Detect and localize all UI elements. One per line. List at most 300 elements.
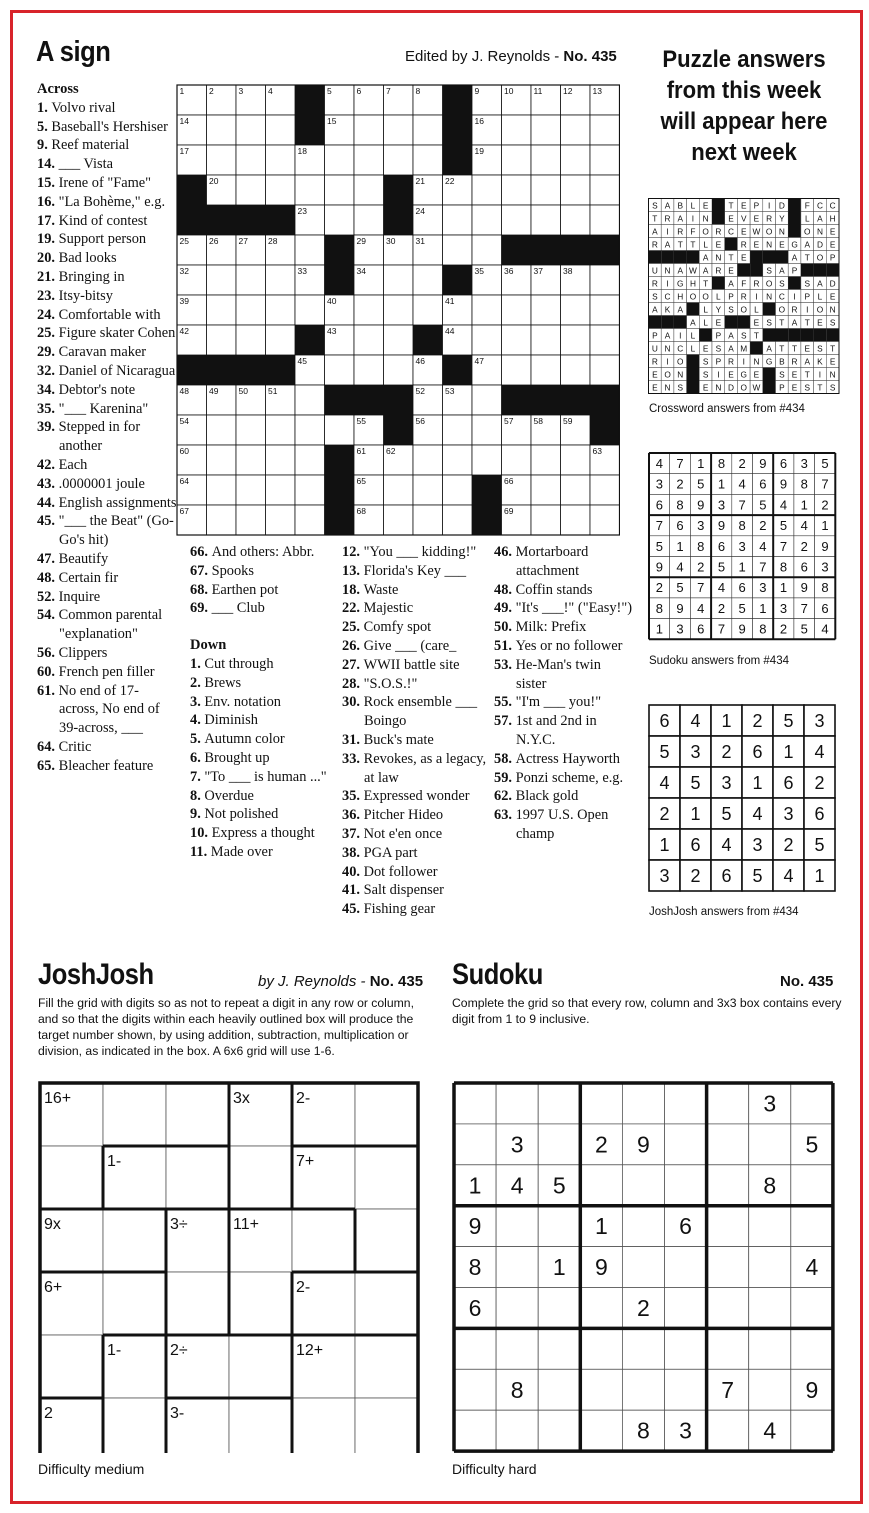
clue	[190, 674, 340, 693]
answer-letter: P	[804, 291, 811, 302]
answer-digit: 7	[821, 476, 829, 492]
answer-digit: 7	[655, 518, 663, 534]
answer-letter: S	[652, 291, 658, 302]
answer-black-square	[712, 277, 725, 290]
cell-number: 40	[327, 296, 337, 306]
joshjosh-cell	[355, 1083, 418, 1146]
black-square	[561, 235, 591, 265]
black-square	[177, 355, 207, 385]
sudoku-cell	[665, 1083, 707, 1124]
answer-black-square	[763, 368, 776, 381]
cage-label: 2-	[296, 1279, 311, 1296]
answer-letter: A	[677, 213, 684, 224]
joshjosh-difficulty: Difficulty medium	[38, 1461, 145, 1477]
answer-letter: A	[728, 278, 734, 289]
answer-letter: R	[740, 291, 747, 302]
cell-number: 42	[179, 326, 189, 336]
answer-digit: 5	[659, 742, 670, 762]
crossword-cell	[354, 115, 384, 145]
answer-letter: L	[703, 304, 708, 315]
clue	[37, 193, 177, 212]
cage-label: 11+	[233, 1216, 259, 1233]
joshjosh-cell	[355, 1146, 418, 1209]
answer-black-square	[788, 212, 801, 225]
clue-text: 1997 U.S. Open champ	[515, 807, 609, 842]
cell-number: 6	[356, 86, 362, 96]
clue	[37, 738, 177, 757]
clue	[37, 118, 177, 137]
clue-text: "It's ___!" ("Easy!")	[515, 600, 632, 617]
crossword-cell	[472, 415, 502, 445]
answer-digit: 5	[783, 711, 794, 731]
answer-letter: S	[652, 200, 658, 211]
answer-digit: 1	[676, 538, 684, 554]
answer-black-square	[776, 329, 789, 342]
crossword-cell	[354, 145, 384, 175]
answer-digit: 4	[783, 866, 794, 886]
joshjosh-grid[interactable]	[38, 1081, 426, 1453]
crossword-cell	[443, 415, 473, 445]
clue-text: Made over	[210, 843, 273, 860]
cell-number: 67	[179, 506, 189, 516]
clue	[342, 562, 492, 581]
answer-letter: E	[817, 317, 823, 328]
clue-text: Baseball's Hershiser	[51, 118, 168, 135]
crossword-cell	[236, 115, 266, 145]
clue-number: 33.	[342, 750, 364, 767]
crossword-cell	[266, 445, 296, 475]
answer-digit: 1	[821, 518, 829, 534]
answer-letter: E	[728, 213, 734, 224]
crossword-cell	[295, 385, 325, 415]
black-square	[236, 355, 266, 385]
cell-number: 22	[445, 176, 455, 186]
sudoku-cell	[665, 1369, 707, 1410]
answer-digit: 8	[676, 497, 684, 513]
cell-number: 38	[563, 266, 573, 276]
clue	[37, 757, 177, 776]
clue-number: 56.	[37, 644, 59, 661]
answer-letter: P	[715, 330, 722, 341]
answer-letter: W	[752, 226, 761, 237]
answer-digit: 6	[752, 742, 763, 762]
crossword-cell	[236, 415, 266, 445]
sudoku-given: 6	[468, 1294, 482, 1321]
clue-number: 60.	[37, 663, 59, 680]
clue-number: 17.	[37, 212, 59, 229]
clue-number: 68.	[190, 581, 212, 598]
clue-number: 61.	[37, 682, 59, 699]
cell-number: 15	[327, 116, 337, 126]
clue-number: 15.	[37, 174, 59, 191]
clue-text: Fishing gear	[363, 901, 436, 918]
clue	[37, 569, 177, 588]
sudoku-cell	[707, 1206, 749, 1247]
black-square	[236, 205, 266, 235]
crossword-cell	[413, 265, 443, 295]
answer-letter: D	[829, 278, 836, 289]
clue-number: 24.	[37, 306, 59, 323]
sudoku-cell	[622, 1247, 664, 1288]
joshjosh-answers-grid	[648, 704, 838, 899]
clue-text: PGA part	[363, 844, 418, 861]
answer-letter: Y	[779, 213, 785, 224]
answer-digit: 9	[779, 476, 788, 492]
answer-digit: 1	[717, 476, 726, 492]
cell-number: 21	[415, 176, 425, 186]
crossword-cell	[502, 205, 532, 235]
cell-number: 48	[179, 386, 189, 396]
answer-letter: I	[717, 369, 720, 380]
answer-letter: O	[677, 356, 684, 367]
answer-black-square	[687, 303, 700, 316]
crossword-cell	[325, 175, 355, 205]
answer-digit: 2	[717, 600, 726, 616]
clue-number: 38.	[342, 844, 364, 861]
answer-letter: W	[689, 265, 697, 276]
crossword-cell	[531, 475, 561, 505]
answer-letter: A	[677, 304, 684, 315]
clue-number: 7.	[190, 768, 205, 785]
crossword-cell	[443, 475, 473, 505]
crossword-cell	[443, 445, 473, 475]
answer-letter: E	[829, 226, 836, 237]
cell-number: 2	[209, 86, 214, 96]
answer-letter: A	[664, 239, 671, 250]
cage-label: 3÷	[170, 1216, 188, 1233]
clue-text: ___ Club	[211, 600, 265, 617]
clue-text: "You ___ kidding!"	[363, 544, 477, 560]
clue-number: 43.	[37, 475, 59, 492]
cell-number: 52	[415, 386, 425, 396]
clue	[37, 362, 177, 381]
joshjosh-cell	[292, 1398, 355, 1453]
answer-letter: S	[715, 343, 722, 354]
clue-text: Earthen pot	[211, 581, 279, 598]
clue-text: English assignments	[58, 494, 177, 511]
answer-letter: C	[778, 291, 785, 302]
sudoku-cell	[496, 1328, 538, 1369]
answer-letter: N	[664, 265, 671, 276]
cell-number: 3	[238, 86, 244, 96]
sudoku-cell	[622, 1083, 664, 1124]
clue	[494, 712, 634, 750]
answer-letter: A	[791, 317, 798, 328]
crossword-cell	[413, 475, 443, 505]
clue-number: 35.	[342, 788, 364, 805]
clue-number: 44.	[37, 494, 59, 511]
answer-letter: E	[740, 226, 747, 237]
clue	[190, 599, 340, 618]
clue	[494, 618, 634, 637]
cell-number: 9	[474, 86, 480, 96]
answer-black-square	[661, 251, 674, 264]
answer-letter: T	[728, 200, 734, 211]
cell-number: 17	[179, 146, 189, 156]
answer-black-square	[737, 264, 750, 277]
joshjosh-cell	[229, 1335, 292, 1398]
clue-text: Coffin stands	[515, 581, 593, 598]
crossword-cell	[295, 475, 325, 505]
crossword-cell	[266, 295, 296, 325]
clue-text: 1st and 2nd in N.Y.C.	[515, 713, 597, 748]
clue	[37, 212, 177, 231]
crossword-cell	[384, 265, 414, 295]
crossword-cell	[590, 205, 620, 235]
answer-digit: 7	[779, 538, 788, 554]
answer-letter: E	[715, 239, 722, 250]
answer-digit: 2	[800, 538, 808, 554]
clue-number: 30.	[342, 694, 364, 711]
crossword-cell	[502, 295, 532, 325]
answer-digit: 9	[655, 559, 663, 575]
answer-digit: 3	[752, 835, 763, 855]
crossword-cell	[325, 205, 355, 235]
sudoku-given: 4	[510, 1172, 524, 1199]
clue	[37, 550, 177, 569]
clue	[494, 599, 634, 618]
clue-number: 25.	[37, 325, 59, 342]
answer-digit: 5	[779, 518, 788, 534]
answer-letter: B	[677, 200, 684, 211]
crossword-answers-caption: Crossword answers from #434	[649, 403, 805, 415]
answer-letter: F	[690, 226, 696, 237]
clue-number: 59.	[494, 769, 516, 786]
answer-letter: O	[765, 226, 773, 237]
sudoku-cell	[749, 1288, 791, 1329]
cell-number: 32	[179, 266, 189, 276]
black-square	[531, 385, 561, 415]
sudoku-grid[interactable]	[452, 1081, 840, 1453]
cell-number: 29	[356, 236, 366, 246]
answer-digit: 2	[655, 580, 663, 596]
answer-letter: E	[740, 252, 747, 263]
black-square	[502, 385, 532, 415]
answer-letter: O	[740, 382, 747, 393]
clue	[37, 381, 177, 400]
sudoku-cell	[791, 1083, 833, 1124]
clue-number: 34.	[37, 381, 59, 398]
clue-number: 48.	[494, 581, 516, 598]
sudoku-given: 1	[552, 1254, 566, 1281]
cell-number: 36	[504, 266, 514, 276]
crossword-cell	[561, 295, 591, 325]
joshjosh-instructions: Fill the grid with digits so as not to repeat a digit in any row or column, and so that the digits within each heavily outlined box will produce the target number shown, by using addition, subtraction, multiplication or division, as indicated in the box. A 6x6 grid will use 1-6.	[38, 996, 414, 1058]
answer-letter: A	[664, 330, 671, 341]
clue-text: Expressed wonder	[363, 788, 470, 805]
clue-text: Clippers	[58, 644, 108, 661]
answer-letter: R	[753, 278, 760, 289]
crossword-cell	[443, 505, 473, 535]
clue	[342, 656, 492, 675]
cell-number: 57	[504, 416, 514, 426]
crossword-grid[interactable]	[176, 84, 620, 536]
cell-number: 45	[297, 356, 307, 366]
answer-letter: I	[806, 304, 809, 315]
answer-digit: 4	[800, 518, 808, 534]
clue-number: 20.	[37, 250, 59, 267]
answer-letter: T	[792, 343, 798, 354]
answer-letter: C	[664, 291, 671, 302]
sudoku-cell	[665, 1124, 707, 1165]
clue	[190, 581, 340, 600]
crossword-cell	[236, 175, 266, 205]
cell-number: 44	[445, 326, 455, 336]
clue-number: 28.	[342, 675, 364, 692]
answer-letter: P	[791, 265, 798, 276]
clue-text: Black gold	[515, 788, 579, 805]
sudoku-cell	[538, 1288, 580, 1329]
answer-digit: 9	[759, 456, 767, 471]
answer-black-square	[801, 264, 814, 277]
black-square	[590, 415, 620, 445]
answer-digit: 2	[738, 456, 746, 471]
clue-number: 5.	[190, 731, 205, 748]
clue-text: Diminish	[204, 712, 258, 729]
answer-letter: I	[742, 356, 745, 367]
sudoku-given: 9	[805, 1376, 819, 1403]
promo-line: from this week	[666, 77, 822, 104]
sudoku-cell	[496, 1288, 538, 1329]
clue-number: 18.	[342, 581, 364, 598]
answer-digit: 8	[821, 580, 829, 596]
clue-number: 48.	[37, 569, 59, 586]
clue	[342, 637, 492, 656]
clue	[342, 881, 492, 900]
cell-number: 4	[268, 86, 273, 96]
sudoku-given: 1	[594, 1213, 608, 1240]
sudoku-given: 8	[763, 1172, 777, 1199]
sudoku-cell	[580, 1328, 622, 1369]
sudoku-given: 8	[637, 1417, 650, 1444]
answer-letter: F	[741, 278, 747, 289]
promo-line: Puzzle answers	[662, 46, 826, 73]
crossword-cell	[413, 145, 443, 175]
answer-digit: 3	[697, 518, 705, 534]
crossword-answers-grid	[648, 198, 840, 396]
cell-number: 46	[415, 356, 425, 366]
joshjosh-author: by J. Reynolds -	[258, 973, 370, 990]
clue-text: Actress Hayworth	[515, 750, 620, 767]
cage-label: 2÷	[170, 1342, 188, 1359]
crossword-cell	[325, 145, 355, 175]
crossword-cell	[266, 175, 296, 205]
black-square	[384, 415, 414, 445]
answer-letter: E	[753, 213, 760, 224]
black-square	[207, 355, 237, 385]
answer-digit: 4	[752, 804, 763, 824]
clue-number: 8.	[190, 787, 205, 804]
cell-number: 56	[415, 416, 425, 426]
crossword-cell	[236, 295, 266, 325]
cage-label: 2-	[296, 1090, 311, 1107]
clue	[342, 543, 492, 562]
clue-text: Stepped in for another	[58, 419, 141, 455]
answer-digit: 6	[655, 497, 663, 513]
cell-number: 1	[179, 86, 185, 96]
clue-number: 58.	[494, 750, 516, 767]
answer-letter: I	[755, 291, 758, 302]
crossword-cell	[266, 265, 296, 295]
cage-label: 7+	[296, 1153, 315, 1170]
answer-letter: I	[666, 278, 669, 289]
answer-digit: 1	[759, 600, 767, 616]
clue	[37, 512, 177, 550]
crossword-cell	[295, 295, 325, 325]
cell-number: 65	[356, 476, 366, 486]
clue-text: Common parental "explanation"	[58, 607, 163, 643]
answer-digit: 4	[717, 580, 726, 596]
answer-digit: 3	[717, 497, 726, 513]
cell-number: 5	[327, 86, 332, 96]
cell-number: 26	[209, 236, 219, 246]
black-square	[443, 145, 473, 175]
black-square	[384, 385, 414, 415]
clue-text: Reef material	[51, 137, 130, 154]
down-heading: Down	[190, 637, 227, 654]
clue	[342, 825, 492, 844]
clue	[494, 656, 634, 694]
cell-number: 31	[415, 236, 425, 246]
answer-letter: H	[689, 278, 696, 289]
crossword-cell	[561, 325, 591, 355]
answer-letter: E	[791, 382, 798, 393]
sudoku-cell	[496, 1206, 538, 1247]
answer-letter: D	[728, 382, 735, 393]
answers-promo	[656, 44, 833, 168]
clue	[494, 750, 634, 769]
clue-number: 13.	[342, 562, 364, 579]
crossword-cell	[531, 505, 561, 535]
answer-letter: L	[754, 304, 759, 315]
crossword-cell	[295, 235, 325, 265]
sudoku-cell	[749, 1328, 791, 1369]
black-square	[590, 235, 620, 265]
answer-digit: 2	[779, 621, 788, 637]
black-square	[384, 175, 414, 205]
crossword-cell	[266, 145, 296, 175]
answer-letter: U	[651, 265, 658, 276]
crossword-cell	[236, 265, 266, 295]
answer-digit: 9	[697, 497, 705, 513]
answer-letter: N	[702, 213, 709, 224]
answer-letter: P	[728, 291, 734, 302]
sudoku-cell	[538, 1206, 580, 1247]
answer-digit: 8	[738, 518, 746, 534]
answer-letter: N	[677, 369, 684, 380]
joshjosh-byline	[258, 973, 423, 990]
answer-digit: 7	[697, 580, 705, 596]
black-square	[295, 115, 325, 145]
down-clues-column-4	[494, 543, 634, 844]
answer-letter: I	[679, 330, 682, 341]
crossword-cell	[413, 505, 443, 535]
answer-letter: N	[816, 226, 823, 237]
answer-digit: 3	[821, 559, 829, 575]
black-square	[207, 205, 237, 235]
answer-letter: E	[779, 239, 785, 250]
crossword-cell	[502, 145, 532, 175]
sudoku-given: 4	[763, 1417, 777, 1444]
clue-number: 25.	[342, 619, 364, 636]
answer-letter: N	[715, 382, 722, 393]
crossword-cell	[325, 355, 355, 385]
clue-text: Certain fir	[58, 569, 119, 586]
answer-letter: U	[651, 343, 658, 354]
answer-letter: E	[740, 200, 747, 211]
clue-number: 63.	[494, 807, 516, 824]
clue-text: Figure skater Cohen	[58, 325, 176, 342]
